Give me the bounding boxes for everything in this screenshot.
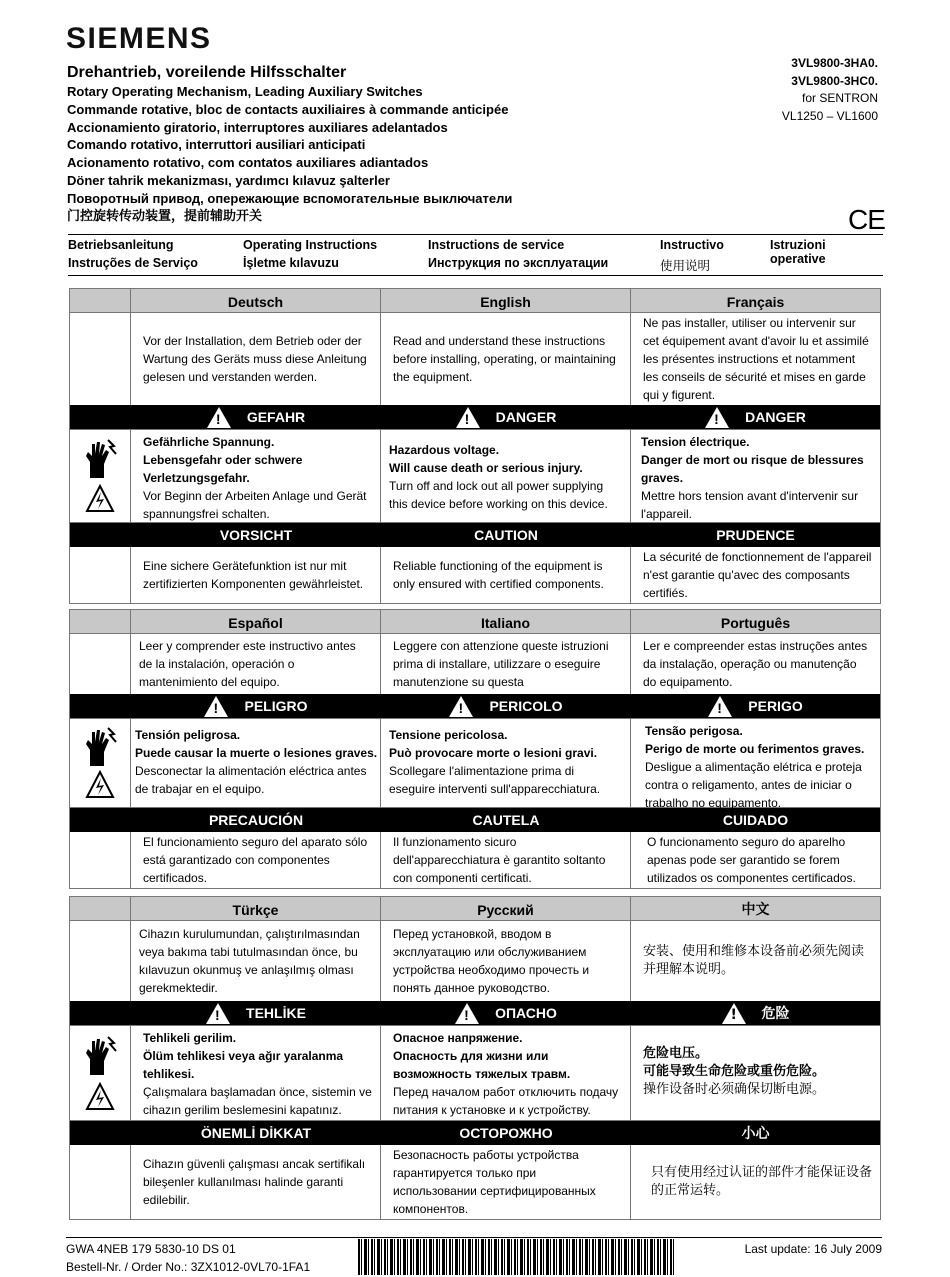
language-header-row: [70, 610, 880, 634]
last-update: Last update: 16 July 2009: [744, 1242, 882, 1256]
product-code: 3VL9800-3HC0.: [791, 73, 878, 88]
danger-text: Перед началом работ отключить подачу питания к установке и к устройству.: [393, 1085, 619, 1117]
caution-text: Reliable functioning of the equipment is only ensured with certified components.: [381, 547, 631, 603]
caution-text: Cihazın güvenli çalışması ancak sertifikalı bileşenler kullanılması halinde garanti edilebilir.: [131, 1145, 381, 1219]
subtitle: Commande rotative, bloc de contacts auxiliaires à commande anticipée: [67, 101, 509, 117]
caution-header-row: [70, 808, 880, 832]
caution-label: ÖNEMLİ DİKKAT: [200, 1125, 312, 1141]
danger-bold-text: Tensión peligrosa. Puede causar la muerte o lesiones graves.: [135, 728, 378, 760]
language-section-1: [69, 288, 881, 604]
danger-bold-text: Tension électrique. Danger de mort ou risque de blessures graves.: [641, 435, 864, 485]
hand-shock-icon: [82, 438, 118, 480]
caution-label: ОСТОРОЖНО: [459, 1125, 553, 1141]
language-label: Español: [131, 610, 381, 633]
language-label: Русский: [381, 897, 631, 920]
danger-bold-text: Опасное напряжение. Опасность для жизни или возможность тяжелых травм.: [393, 1031, 571, 1081]
warning-triangle-icon: [206, 1003, 230, 1024]
language-label: English: [381, 289, 631, 312]
caution-label: 小心: [741, 1126, 770, 1142]
caution-text: Безопасность работы устройства гарантируется только при использовании сертифицированных компонентов.: [381, 1145, 631, 1219]
intro-text: Vor der Installation, dem Betrieb oder der Wartung des Geräts muss diese Anleitung gelesen und verstanden werden.: [131, 313, 381, 405]
title-de: Drehantrieb, voreilende Hilfsschalter: [67, 64, 347, 81]
language-label: 中文: [741, 902, 770, 918]
danger-bold-text: Hazardous voltage. Will cause death or serious injury.: [389, 443, 583, 475]
manual-label: Instructivo: [660, 238, 724, 252]
language-section-2: [69, 609, 881, 889]
caution-label: PRUDENCE: [716, 527, 795, 543]
language-label: Deutsch: [131, 289, 381, 312]
warning-triangle-icon: [708, 696, 732, 717]
danger-label: DANGER: [495, 409, 557, 425]
intro-row: [70, 313, 880, 405]
intro-row: [70, 921, 880, 1001]
danger-text: Vor Beginn der Arbeiten Anlage und Gerät spannungsfrei schalten.: [143, 489, 367, 521]
danger-bold-text: Gefährliche Spannung. Lebensgefahr oder schwere Verletzungsgefahr.: [143, 435, 303, 485]
caution-text: El funcionamiento seguro del aparato sólo está garantizado con componentes certificados.: [131, 832, 381, 888]
ce-mark: CE: [848, 204, 885, 235]
warning-triangle-icon: [449, 696, 473, 717]
danger-bold-text: Tehlikeli gerilim. Ölüm tehlikesi veya ağır yaralanma tehlikesi.: [143, 1031, 344, 1081]
danger-label: 危险: [761, 1006, 790, 1022]
product-info: [782, 55, 878, 125]
danger-text: Desligue a alimentação elétrica e proteja contra o religamento, antes de iniciar o trabalho no equipamento.: [645, 760, 862, 810]
caution-text: O funcionamento seguro do aparelho apenas pode ser garantido se forem utilizados os componentes certificados.: [647, 835, 856, 885]
caution-label: VORSICHT: [219, 527, 293, 543]
manual-label: İşletme kılavuzu: [243, 256, 339, 270]
danger-row: [70, 718, 880, 808]
danger-header-row: [70, 1001, 880, 1025]
warning-triangle-icon: [722, 1003, 746, 1024]
intro-text: Перед установкой, вводом в эксплуатацию или обслуживанием устройства необходимо прочесть и понять данное руководство.: [381, 921, 631, 1001]
caution-text: Il funzionamento sicuro dell'apparecchiatura è garantito soltanto con componenti certificati.: [381, 832, 631, 888]
warning-triangle-icon: [705, 407, 729, 428]
language-label: Português: [720, 615, 791, 631]
danger-text: Turn off and lock out all power supplying this device before working on this device.: [389, 479, 608, 511]
subtitle: Döner tahrik mekanizması, yardımcı kılavuz şalterler: [67, 172, 390, 188]
danger-bold-text: Tensione pericolosa. Può provocare morte o lesioni gravi.: [389, 728, 598, 760]
caution-label: CAUTELA: [472, 812, 540, 828]
subtitle: Comando rotativo, interruttori ausiliari anticipati: [67, 137, 366, 153]
intro-row: [70, 634, 880, 694]
intro-text: Leer y comprender este instructivo antes de la instalación, operación o mantenimiento del equipo.: [131, 634, 381, 694]
language-label: Italiano: [381, 610, 631, 633]
caution-row: [70, 832, 880, 888]
subtitle: 门控旋转传动装置，提前辅助开关: [67, 208, 263, 224]
manual-label: Istruzioni operative: [770, 238, 826, 266]
intro-text: 安装、使用和维修本设备前必须先阅读并理解本说明。: [643, 944, 865, 977]
language-section-3: [69, 896, 881, 1220]
danger-label: GEFAHR: [246, 409, 306, 425]
caution-header-row: [70, 523, 880, 547]
language-label: Français: [726, 294, 785, 310]
intro-text: Leggere con attenzione queste istruzioni prima di installare, utilizzare o eseguire manutenzione su questa: [381, 634, 631, 694]
danger-bold-text: Tensão perigosa. Perigo de morte ou ferimentos graves.: [645, 724, 865, 756]
caution-text: Eine sichere Gerätefunktion ist nur mit zertifizierten Komponenten gewährleistet.: [131, 547, 381, 603]
manual-label: Инструкция по эксплуатации: [428, 256, 609, 270]
danger-text: Mettre hors tension avant d'intervenir sur l'appareil.: [641, 489, 859, 521]
manual-label: 使用说明: [660, 258, 711, 273]
high-voltage-icon: [85, 1082, 115, 1112]
intro-text: Read and understand these instructions before installing, operating, or maintaining the equipment.: [381, 313, 631, 405]
danger-header-row: [70, 405, 880, 429]
warning-triangle-icon: [204, 696, 228, 717]
danger-label: DANGER: [745, 409, 806, 425]
hand-shock-icon: [82, 1035, 118, 1077]
subtitle: Acionamento rotativo, com contatos auxiliares adiantados: [67, 155, 429, 171]
danger-bold-text: 危险电压。 可能导致生命危险或重伤危险。: [643, 1046, 826, 1079]
footer: [66, 1237, 882, 1277]
high-voltage-icon: [85, 484, 115, 514]
danger-label: TEHLİKE: [246, 1005, 306, 1021]
caution-label: PRECAUCIÓN: [208, 812, 304, 828]
caution-text: 只有使用经过认证的部件才能保证设备的正常运转。: [651, 1165, 873, 1198]
caution-header-row: [70, 1121, 880, 1145]
caution-row: [70, 547, 880, 603]
intro-text: Ler e compreender estas instruções antes da instalação, operação ou manutenção do equipamento.: [643, 639, 868, 689]
caution-label: CAUTION: [474, 527, 538, 543]
danger-text: Desconectar la alimentación eléctrica antes de trabajar en el equipo.: [135, 764, 367, 796]
subtitle: Rotary Operating Mechanism, Leading Auxiliary Switches: [67, 84, 423, 99]
intro-text: Cihazın kurulumundan, çalıştırılmasından veya bakıma tabi tutulmasından önce, bu kılavuzun okunmuş ve anlaşılmış olması gerekmektedir.: [131, 921, 381, 1001]
danger-text: Scollegare l'alimentazione prima di eseguire interventi sull'apparecchiatura.: [389, 764, 601, 796]
language-label: Türkçe: [131, 897, 381, 920]
warning-triangle-icon: [456, 407, 480, 428]
document-id: GWA 4NEB 179 5830-10 DS 01: [66, 1242, 236, 1256]
title-block: [67, 63, 512, 225]
intro-text: Ne pas installer, utiliser ou intervenir sur cet équipement avant d'avoir lu et assimilé les présentes instructions et notamment les conseils de sécurité et mises en garde qui y figurent.: [643, 316, 869, 402]
danger-label: ОПАСНО: [495, 1005, 557, 1021]
danger-text: 操作设备时必须确保切断电源。: [643, 1082, 826, 1097]
product-range: VL1250 – VL1600: [781, 108, 878, 123]
order-number: Bestell-Nr. / Order No.: 3ZX1012-0VL70-1FA1: [66, 1260, 311, 1274]
language-header-row: [70, 289, 880, 313]
manual-label: Operating Instructions: [243, 238, 378, 252]
manual-label: Instructions de service: [428, 238, 565, 252]
siemens-logo: SIEMENS: [66, 22, 212, 55]
barcode: [358, 1239, 676, 1275]
danger-row: [70, 429, 880, 523]
caution-row: [70, 1145, 880, 1219]
danger-row: [70, 1025, 880, 1121]
danger-text: Çalışmalara başlamadan önce, sistemin ve cihazın gerilim beslemesini kapatınız.: [143, 1085, 372, 1117]
danger-label: PERICOLO: [489, 698, 563, 714]
warning-triangle-icon: [455, 1003, 479, 1024]
danger-header-row: [70, 694, 880, 718]
manual-labels: [68, 234, 883, 276]
product-for: for SENTRON: [801, 91, 878, 105]
subtitle: Поворотный привод, опережающие вспомогательные выключатели: [67, 190, 513, 206]
subtitle: Accionamiento giratorio, interruptores auxiliares adelantados: [67, 119, 448, 135]
caution-text: La sécurité de fonctionnement de l'appareil n'est garantie qu'avec des composants certifiés.: [643, 550, 872, 600]
warning-triangle-icon: [207, 407, 231, 428]
caution-label: CUIDADO: [722, 812, 789, 828]
language-header-row: [70, 897, 880, 921]
product-code: 3VL9800-3HA0.: [791, 56, 878, 70]
high-voltage-icon: [85, 770, 115, 800]
manual-label: Betriebsanleitung: [68, 238, 174, 252]
danger-label: PERIGO: [748, 698, 803, 714]
manual-label: Instruções de Serviço: [68, 256, 198, 270]
hand-shock-icon: [82, 726, 118, 768]
danger-label: PELIGRO: [244, 698, 308, 714]
